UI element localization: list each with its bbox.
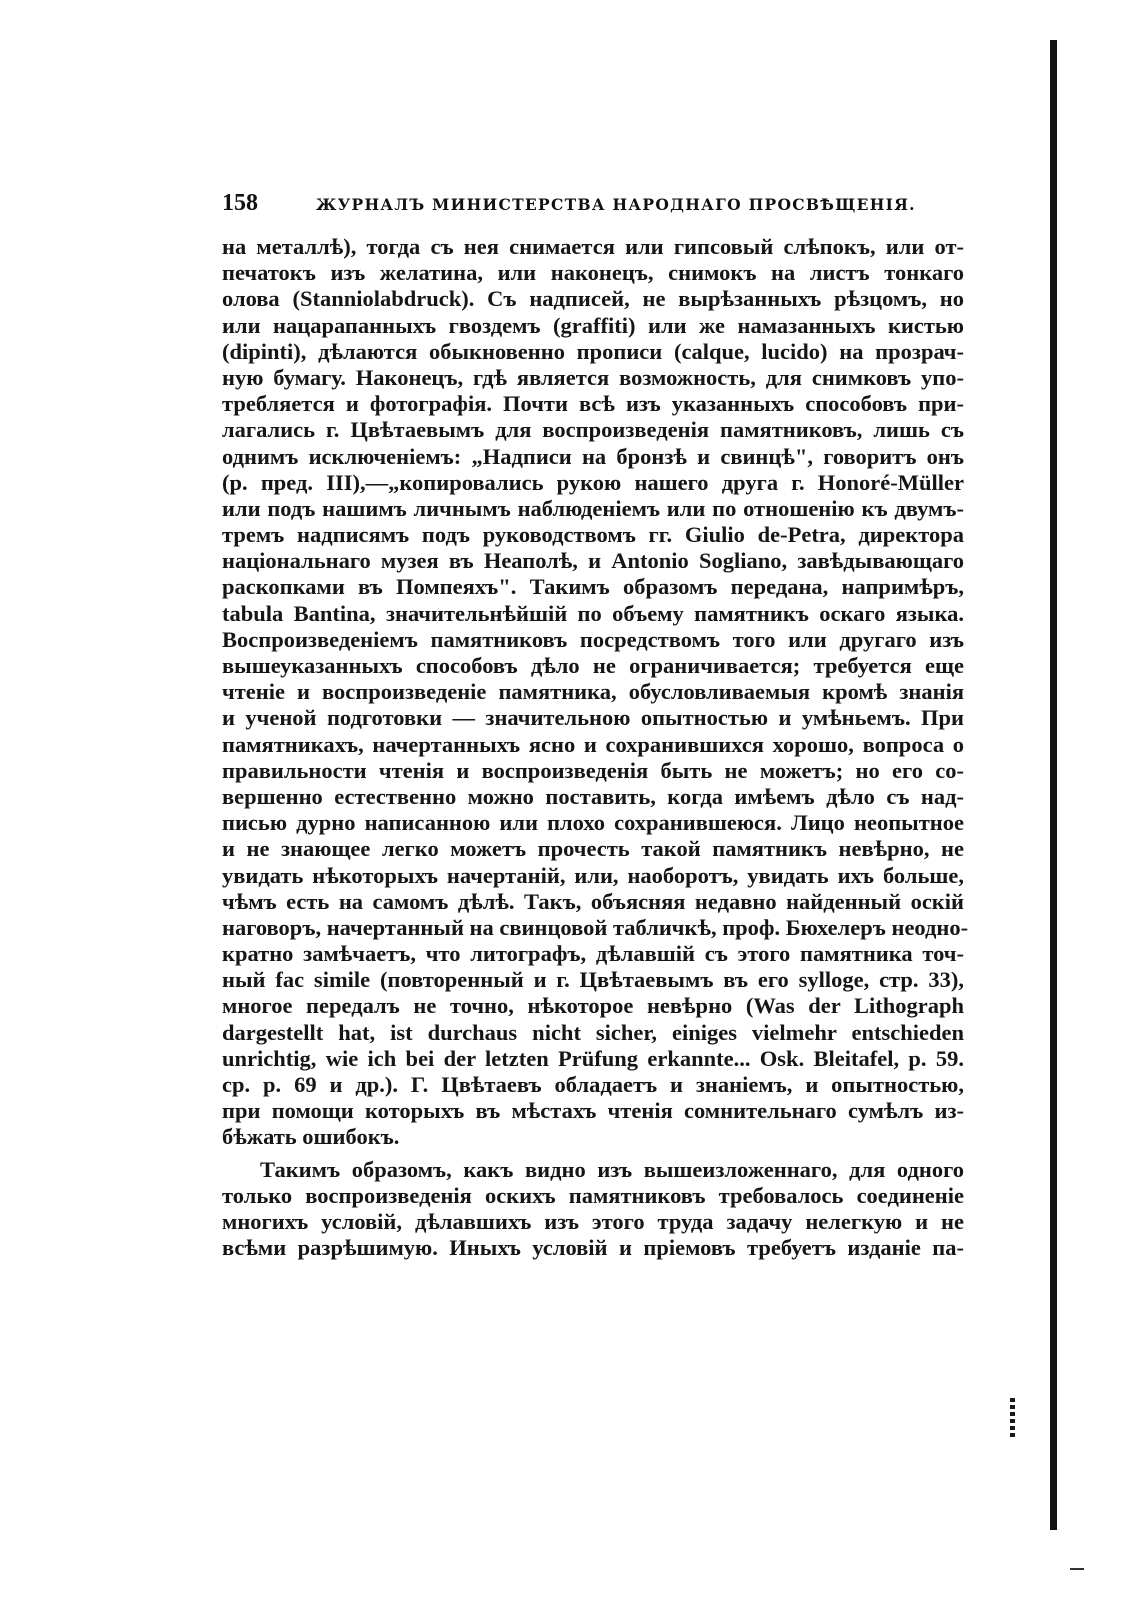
text-line: и ученой подготовки — значительною опытностью и умѣньемъ. При <box>222 705 964 731</box>
text-line: писью дурно написанною или плохо сохранившеюся. Лицо неопытное <box>222 810 964 836</box>
text-line: ср. р. 69 и др.). Г. Цвѣтаевъ обладаетъ и знаніемъ, и опытностью, <box>222 1072 964 1097</box>
text-line: требляется и фотографія. Почти всѣ изъ указанныхъ способовъ при- <box>222 391 964 417</box>
text-line: многихъ условій, дѣлавшихъ изъ этого труда задачу нелегкую и не <box>222 1208 964 1234</box>
text-line: многое передалъ не точно, нѣкоторое невѣрно (Was der Lithograph <box>222 993 964 1019</box>
journal-title: ЖУРНАЛЪ МИНИСТЕРСТВА НАРОДНАГО ПРОСВѢЩЕНІЯ. <box>316 195 916 214</box>
text-line: лагались г. Цвѣтаевымъ для воспроизведенія памятниковъ, лишь съ <box>222 417 964 443</box>
text-line: или подъ нашимъ личнымъ наблюденіемъ или по отношенію къ двумъ- <box>222 495 964 521</box>
text-line: бѣжать ошибокъ. <box>222 1124 400 1150</box>
text-line: unrichtig, wie ich bei der letzten Prüfung erkannte... Osk. Bleitafel, p. 59. <box>222 1045 964 1071</box>
text-line: раскопками въ Помпеяхъ". Такимъ образомъ передана, напримѣръ, <box>222 574 964 600</box>
text-line: и не знающее легко можетъ прочесть такой памятникъ невѣрно, не <box>222 836 964 862</box>
text-line: dargestellt hat, ist durchaus nicht sicher, einiges vielmehr entschieden <box>222 1019 964 1045</box>
text-line: вершенно естественно можно поставить, когда имѣемъ дѣло съ над- <box>222 783 964 809</box>
page-number: 158 <box>222 190 258 216</box>
text-line: олова (Stanniolabdruck). Съ надписей, не вырѣзанныхъ рѣзцомъ, но <box>222 286 964 312</box>
text-line: на металлѣ), тогда съ нея снимается или гипсовый слѣпокъ, или от- <box>222 234 964 259</box>
text-line: памятникахъ, начертанныхъ ясно и сохранившихся хорошо, вопроса о <box>222 731 964 757</box>
text-line: кратно замѣчаетъ, что литографъ, дѣлавшій съ этого памятника точ- <box>222 941 964 967</box>
text-line: Такимъ образомъ, какъ видно изъ вышеизложеннаго, для одного <box>260 1156 964 1182</box>
text-line: ный fac simile (повторенный и г. Цвѣтаевымъ въ его sylloge, стр. 33), <box>222 967 964 993</box>
text-line: только воспроизведенія оскихъ памятниковъ требовалось соединеніе <box>222 1182 964 1208</box>
text-line: чтеніе и воспроизведеніе памятника, обусловливаемыя кромѣ знанія <box>222 679 964 705</box>
text-line: тремъ надписямъ подъ руководствомъ гг. Giulio de-Petra, директора <box>222 522 964 548</box>
text-line: однимъ исключеніемъ: „Надписи на бронзѣ и свинцѣ", говоритъ онъ <box>222 443 964 469</box>
text-line: Воспроизведеніемъ памятниковъ посредствомъ того или другаго изъ <box>222 626 964 652</box>
scan-margin-mark <box>1010 1398 1015 1440</box>
text-line: ную бумагу. Наконецъ, гдѣ является возможность, для снимковъ упо- <box>222 364 964 390</box>
running-header <box>222 190 964 224</box>
paragraph <box>222 234 969 1151</box>
document-page <box>222 190 969 1261</box>
scan-edge-rule <box>1050 40 1057 1530</box>
text-line: (dipinti), дѣлаются обыкновенно прописи (calque, lucido) на прозрач- <box>222 338 964 364</box>
text-line: tabula Bantina, значительнѣйшій по объему памятникъ оскаго языка. <box>222 600 964 626</box>
text-line: правильности чтенія и воспроизведенія быть не можетъ; но его со- <box>222 757 964 783</box>
text-line: печатокъ изъ желатина, или наконецъ, снимокъ на листъ тонкаго <box>222 260 964 286</box>
text-line: при помощи которыхъ въ мѣстахъ чтенія сомнительнаго сумѣлъ из- <box>222 1098 964 1124</box>
text-line: чѣмъ есть на самомъ дѣлѣ. Такъ, объясняя недавно найденный оскій <box>222 888 964 914</box>
body-text <box>222 234 969 1261</box>
text-line: (р. пред. III),—„копировались рукою нашего друга г. Honoré-Müller <box>222 469 964 495</box>
text-line: наговоръ, начертанный на свинцовой табличкѣ, проф. Бюхелеръ неодно- <box>222 914 969 940</box>
paragraph <box>222 1157 964 1262</box>
text-line: всѣми разрѣшимую. Иныхъ условій и пріемовъ требуетъ изданіе па- <box>222 1235 964 1261</box>
text-line: вышеуказанныхъ способовъ дѣло не ограничивается; требуется еще <box>222 653 964 678</box>
text-line: національнаго музея въ Неаполѣ, и Antonio Sogliano, завѣдывающаго <box>222 548 964 574</box>
scan-corner-dash <box>1070 1568 1084 1570</box>
text-line: или нацарапанныхъ гвоздемъ (graffiti) или же намазанныхъ кистью <box>222 312 964 338</box>
text-line: увидать нѣкоторыхъ начертаній, или, наоборотъ, увидать ихъ больше, <box>222 862 964 888</box>
